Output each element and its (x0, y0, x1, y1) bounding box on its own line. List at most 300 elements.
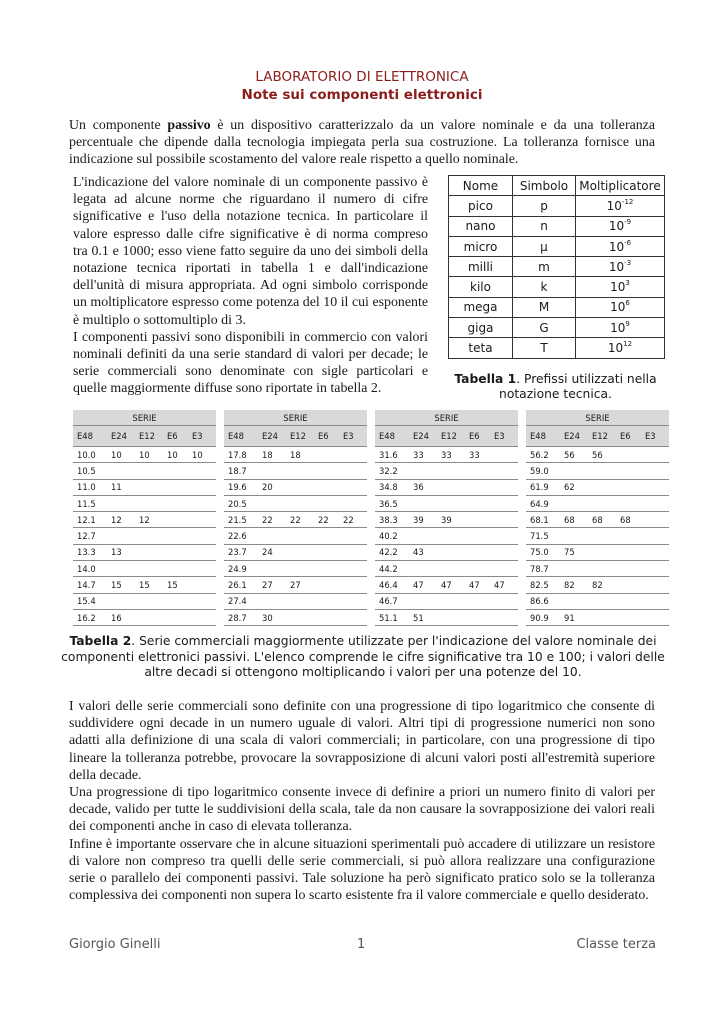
series-cell (188, 512, 216, 528)
prefix-row (449, 236, 665, 256)
series-cell (437, 544, 465, 560)
series-cell: 13 (107, 544, 135, 560)
series-cell: 39 (437, 512, 465, 528)
series-row (526, 447, 669, 463)
series-cell: 22 (258, 512, 286, 528)
multiplier-exponent: -12 (621, 197, 634, 206)
series-label: SERIE (526, 410, 669, 426)
series-cell (339, 609, 367, 625)
series-cell: 43 (409, 544, 437, 560)
series-cell (465, 593, 490, 609)
series-cell: 33 (465, 447, 490, 463)
series-cell: 11 (107, 479, 135, 495)
series-cell: 56 (588, 447, 616, 463)
series-cell (286, 528, 314, 544)
prefix-multiplier (576, 297, 665, 317)
series-column-header (526, 426, 669, 447)
series-cell (616, 479, 641, 495)
series-cell (616, 561, 641, 577)
series-cell: 61.9 (526, 479, 560, 495)
series-cell (616, 447, 641, 463)
series-cell (163, 609, 188, 625)
series-cell (465, 544, 490, 560)
series-column-header (224, 426, 367, 447)
series-cell (258, 561, 286, 577)
series-cell (188, 479, 216, 495)
series-cell: 31.6 (375, 447, 409, 463)
table1-caption-label: Tabella 1 (454, 372, 517, 386)
series-cell (490, 544, 518, 560)
prefix-row (449, 216, 665, 236)
series-cell: 33 (409, 447, 437, 463)
series-cell (641, 528, 669, 544)
series-cell (465, 512, 490, 528)
series-cell: 44.2 (375, 561, 409, 577)
series-column-label: E12 (437, 426, 465, 447)
series-cell: 51.1 (375, 609, 409, 625)
series-cell (339, 577, 367, 593)
multiplier-base: 10 (610, 280, 626, 295)
series-cell: 10 (163, 447, 188, 463)
series-cell (339, 544, 367, 560)
series-cell (314, 609, 339, 625)
series-cell: 62 (560, 479, 588, 495)
series-cell (163, 528, 188, 544)
series-cell: 14.0 (73, 561, 107, 577)
multiplier-base: 10 (608, 239, 625, 254)
series-column-label: E48 (526, 426, 560, 447)
series-cell (314, 593, 339, 609)
series-cell: 21.5 (224, 512, 258, 528)
series-cell (560, 463, 588, 479)
series-cell: 23.7 (224, 544, 258, 560)
prefix-symbol: k (513, 277, 576, 297)
series-cell: 39 (409, 512, 437, 528)
prefix-symbol: M (513, 297, 576, 317)
header-simbolo: Simbolo (513, 176, 576, 196)
series-cell: 11.5 (73, 495, 107, 511)
left-paragraph-1: L'indicazione del valore nominale di un componente passivo è legata ad alcune norme che riguardano il numero di cifre significative e l'uso della notazione tecnica. In particolare il valore espresso dalle cifre significative è di norma compreso tra 0.1 e 1000; esso viene fatto seguire da uno dei simboli della notazione tecnica riportati in tabella 1 e dall'indicazione dell'unità di misura appropriata. Ad ogni simbolo corrisponde un moltiplicatore espresso come potenza del 10 il cui esponente è multiplo o sottomultiplo di 3. (73, 175, 428, 328)
series-cell: 34.8 (375, 479, 409, 495)
series-cell (465, 528, 490, 544)
series-column-label: E3 (188, 426, 216, 447)
series-cell: 59.0 (526, 463, 560, 479)
series-cell (641, 561, 669, 577)
prefix-name: micro (449, 236, 513, 256)
series-cell (616, 528, 641, 544)
intro-paragraph (69, 117, 655, 169)
series-cell: 18.7 (224, 463, 258, 479)
series-column-label: E24 (409, 426, 437, 447)
series-cell (409, 593, 437, 609)
series-cell: 12.1 (73, 512, 107, 528)
series-cell: 36.5 (375, 495, 409, 511)
series-cell: 12 (107, 512, 135, 528)
body-paragraph-2: Una progressione di tipo logaritmico consente invece di definire a priori un numero finito di valori per decade, valido per tutte le suddivisioni della scala, tale da non causare la sovrapposizione dei valori reali dei componenti anche in caso di elevata tolleranza. (69, 785, 655, 835)
prefix-multiplier (576, 257, 665, 277)
series-cell (409, 561, 437, 577)
series-column-label: E3 (490, 426, 518, 447)
series-cell (286, 593, 314, 609)
series-cell (339, 528, 367, 544)
table2-caption-label: Tabella 2 (69, 634, 132, 648)
series-column-header (73, 426, 216, 447)
series-cell (163, 495, 188, 511)
series-cell: 12 (135, 512, 163, 528)
series-column-label: E6 (314, 426, 339, 447)
series-cell: 47 (437, 577, 465, 593)
prefix-row (449, 257, 665, 277)
series-cell (588, 561, 616, 577)
document-subtitle: Note sui componenti elettronici (241, 87, 483, 103)
table2-caption (60, 634, 666, 681)
prefix-name: teta (449, 338, 513, 358)
series-cell (490, 512, 518, 528)
document-title: LABORATORIO DI ELETTRONICA (255, 69, 469, 85)
series-row (526, 593, 669, 609)
series-cell (135, 495, 163, 511)
series-cell: 33 (437, 447, 465, 463)
series-cell: 47 (490, 577, 518, 593)
series-cell: 27 (286, 577, 314, 593)
series-table (526, 410, 669, 626)
series-row (224, 593, 367, 609)
series-cell (107, 495, 135, 511)
series-row (375, 479, 518, 495)
series-column-label: E6 (616, 426, 641, 447)
series-cell (258, 463, 286, 479)
series-row (73, 512, 216, 528)
prefix-row (449, 196, 665, 216)
series-cell (437, 479, 465, 495)
series-cell (188, 609, 216, 625)
series-group-header (224, 410, 367, 426)
series-cell: 28.7 (224, 609, 258, 625)
multiplier-base: 10 (610, 320, 626, 335)
series-cell (188, 463, 216, 479)
series-cell: 18 (286, 447, 314, 463)
series-cell: 12.7 (73, 528, 107, 544)
series-cell (616, 577, 641, 593)
intro-text-start: Un componente (69, 118, 168, 133)
series-row (73, 577, 216, 593)
body-paragraph-1: I valori delle serie commerciali sono definite con una progressione di tipo logaritmico che consente di suddividere ogni decade in un numero uguale di valori. Altri tipi di progressione numerici non sono adatti alla definizione di una scala di valori commerciali; in particolare, con una progressione di tipo lineare la tolleranza potrebbe, provocare la sovrapposizione di alcuni valori posti all'estremità superiore della decade. (69, 699, 655, 783)
series-cell: 68 (588, 512, 616, 528)
series-cell (163, 561, 188, 577)
series-cell: 20 (258, 479, 286, 495)
table2-caption-text: . Serie commerciali maggiormente utilizzate per l'indicazione del valore nominale dei componenti elettronici passivi. L'elenco comprende le cifre significative tra 10 e 100; i valori delle altre decadi si ottengono moltiplicando i valori per una potenze del 10. (61, 634, 665, 679)
series-cell (641, 609, 669, 625)
series-cell: 22 (286, 512, 314, 528)
series-row (224, 512, 367, 528)
series-cell: 82 (588, 577, 616, 593)
series-cell (314, 463, 339, 479)
series-row (224, 544, 367, 560)
prefix-multiplier (576, 318, 665, 338)
series-cell (490, 447, 518, 463)
series-row (526, 495, 669, 511)
prefix-symbol: T (513, 338, 576, 358)
series-cell (188, 593, 216, 609)
series-cell (286, 463, 314, 479)
series-cell (135, 528, 163, 544)
series-cell: 27.4 (224, 593, 258, 609)
series-cell (409, 463, 437, 479)
multiplier-exponent: -6 (624, 238, 632, 247)
series-cell: 82 (560, 577, 588, 593)
series-cell: 17.8 (224, 447, 258, 463)
series-cell (107, 561, 135, 577)
series-row (224, 528, 367, 544)
intro-text-end: è un dispositivo caratterizzalo da un valore nominale e da una tolleranza percentuale che dipende dalla tecnologia impiegata perla sua costruzione. La tolleranza fornisce una indicazione sul possibile scostamento del valore reale rispetto a quello nominale. (69, 118, 656, 168)
series-cell (588, 593, 616, 609)
prefix-row (449, 277, 665, 297)
multiplier-exponent: 12 (623, 340, 633, 349)
series-row (224, 609, 367, 625)
prefix-row (449, 297, 665, 317)
series-cell (616, 495, 641, 511)
series-cell (314, 544, 339, 560)
multiplier-base: 10 (606, 198, 622, 213)
series-cell (135, 561, 163, 577)
series-cell (490, 479, 518, 495)
series-cell (135, 593, 163, 609)
series-cell (286, 495, 314, 511)
series-cell (163, 512, 188, 528)
series-cell: 15 (107, 577, 135, 593)
series-cell: 86.6 (526, 593, 560, 609)
series-cell: 38.3 (375, 512, 409, 528)
prefix-symbol: m (513, 257, 576, 277)
multiplier-base: 10 (608, 259, 625, 274)
prefix-row (449, 338, 665, 358)
series-cell: 10.5 (73, 463, 107, 479)
series-cell (409, 528, 437, 544)
series-cell (641, 463, 669, 479)
series-cell: 71.5 (526, 528, 560, 544)
series-cell: 10 (135, 447, 163, 463)
prefix-symbol: G (513, 318, 576, 338)
series-cell: 56 (560, 447, 588, 463)
left-paragraph-2: I componenti passivi sono disponibili in commercio con valori nominali definiti da una serie standard di valori per decade; le serie commerciali sono denominate con sigle particolari e quelle maggiormente diffuse sono riportate in tabella 2. (73, 329, 428, 397)
series-column-label: E24 (258, 426, 286, 447)
series-row (224, 577, 367, 593)
series-column-label: E3 (641, 426, 669, 447)
series-cell (107, 463, 135, 479)
series-cell: 68.1 (526, 512, 560, 528)
series-cell: 24 (258, 544, 286, 560)
series-cell: 42.2 (375, 544, 409, 560)
series-cell: 40.2 (375, 528, 409, 544)
series-cell: 90.9 (526, 609, 560, 625)
series-column-label: E12 (286, 426, 314, 447)
series-cell (560, 593, 588, 609)
table1-caption (448, 372, 663, 402)
series-row (375, 463, 518, 479)
series-cell: 10 (107, 447, 135, 463)
series-row (73, 593, 216, 609)
prefix-table-header (449, 176, 665, 196)
series-cell (135, 609, 163, 625)
footer-class: Classe terza (576, 937, 656, 952)
prefix-name: kilo (449, 277, 513, 297)
series-cell (490, 495, 518, 511)
series-cell: 47 (465, 577, 490, 593)
series-cell (163, 593, 188, 609)
series-cell: 15.4 (73, 593, 107, 609)
series-label: SERIE (73, 410, 216, 426)
series-row (526, 479, 669, 495)
series-cell (188, 544, 216, 560)
series-cell: 47 (409, 577, 437, 593)
header-moltiplicatore: Moltiplicatore (576, 176, 665, 196)
series-cell (588, 463, 616, 479)
series-cell (339, 561, 367, 577)
series-table (224, 410, 367, 626)
series-cell (339, 463, 367, 479)
series-cell (490, 463, 518, 479)
series-cell (641, 593, 669, 609)
series-row (375, 495, 518, 511)
prefix-name: giga (449, 318, 513, 338)
series-cell: 19.6 (224, 479, 258, 495)
prefix-multiplier (576, 236, 665, 256)
series-cell: 64.9 (526, 495, 560, 511)
series-cell (314, 561, 339, 577)
series-cell (616, 544, 641, 560)
series-cell: 16 (107, 609, 135, 625)
series-column-label: E3 (339, 426, 367, 447)
series-row (375, 512, 518, 528)
series-row (375, 447, 518, 463)
multiplier-base: 10 (608, 219, 625, 234)
series-cell: 10.0 (73, 447, 107, 463)
series-cell (437, 495, 465, 511)
series-cell: 26.1 (224, 577, 258, 593)
series-column-label: E6 (465, 426, 490, 447)
series-cell: 75 (560, 544, 588, 560)
series-cell (616, 463, 641, 479)
series-cell: 16.2 (73, 609, 107, 625)
series-cell (135, 544, 163, 560)
multiplier-exponent: 6 (625, 299, 630, 308)
series-cell: 22 (339, 512, 367, 528)
series-cell (135, 463, 163, 479)
series-row (526, 544, 669, 560)
series-column-label: E48 (224, 426, 258, 447)
prefix-symbol: μ (513, 236, 576, 256)
series-cell (188, 495, 216, 511)
series-row (224, 479, 367, 495)
multiplier-exponent: 3 (625, 279, 630, 288)
multiplier-base: 10 (607, 341, 624, 356)
series-cell: 10 (188, 447, 216, 463)
series-cell: 68 (560, 512, 588, 528)
series-cell (560, 561, 588, 577)
series-column-label: E6 (163, 426, 188, 447)
series-cell (641, 512, 669, 528)
series-cell (188, 528, 216, 544)
series-row (224, 561, 367, 577)
series-column-label: E48 (73, 426, 107, 447)
series-cell (588, 495, 616, 511)
series-cell (314, 528, 339, 544)
prefix-symbol: p (513, 196, 576, 216)
prefix-multiplier (576, 338, 665, 358)
series-cell: 51 (409, 609, 437, 625)
prefix-name: pico (449, 196, 513, 216)
series-row (375, 577, 518, 593)
series-cell: 30 (258, 609, 286, 625)
series-cell: 82.5 (526, 577, 560, 593)
multiplier-base: 10 (610, 300, 626, 315)
prefix-name: mega (449, 297, 513, 317)
multiplier-exponent: -3 (624, 258, 632, 267)
series-row (375, 528, 518, 544)
series-cell (314, 479, 339, 495)
series-cell (258, 495, 286, 511)
prefix-name: milli (449, 257, 513, 277)
series-cell (588, 528, 616, 544)
series-cell (465, 609, 490, 625)
series-cell (286, 544, 314, 560)
series-cell (107, 593, 135, 609)
series-cell (490, 528, 518, 544)
series-row (526, 577, 669, 593)
prefix-multiplier (576, 216, 665, 236)
series-cell: 22.6 (224, 528, 258, 544)
series-row (73, 463, 216, 479)
intro-bold-term: passivo (167, 118, 211, 133)
series-label: SERIE (224, 410, 367, 426)
series-cell (641, 577, 669, 593)
series-table (375, 410, 518, 626)
series-cell (314, 495, 339, 511)
header-nome: Nome (449, 176, 513, 196)
series-row (526, 463, 669, 479)
series-cell (588, 609, 616, 625)
series-cell (641, 495, 669, 511)
series-cell (286, 479, 314, 495)
series-column-label: E24 (560, 426, 588, 447)
series-cell (560, 528, 588, 544)
series-cell (490, 561, 518, 577)
series-group-header (526, 410, 669, 426)
series-cell: 56.2 (526, 447, 560, 463)
series-group-header (375, 410, 518, 426)
prefix-multiplier (576, 196, 665, 216)
series-cell (490, 593, 518, 609)
series-cell (339, 447, 367, 463)
series-cell: 15 (163, 577, 188, 593)
series-cell (641, 479, 669, 495)
series-cell (339, 495, 367, 511)
series-cell: 27 (258, 577, 286, 593)
series-column-header (375, 426, 518, 447)
series-row (526, 528, 669, 544)
series-cell: 68 (616, 512, 641, 528)
series-cell: 78.7 (526, 561, 560, 577)
series-cell (560, 495, 588, 511)
series-cell (641, 447, 669, 463)
series-row (375, 544, 518, 560)
prefix-row (449, 318, 665, 338)
body-paragraph-3: Infine è importante osservare che in alcune situazioni sperimentali può accadere di utilizzare un resistore di valore non compreso tra quelli delle serie commerciali, si può allora realizzare una configurazione serie o parallelo dei componenti passivi. Tale soluzione ha però significato pratico solo se la tolleranza complessiva dei componenti non supera lo scarto esistente fra il valore commerciale e quello desiderato. (69, 836, 655, 904)
series-cell (107, 528, 135, 544)
prefix-symbol: n (513, 216, 576, 236)
series-cell (135, 479, 163, 495)
series-cell: 36 (409, 479, 437, 495)
